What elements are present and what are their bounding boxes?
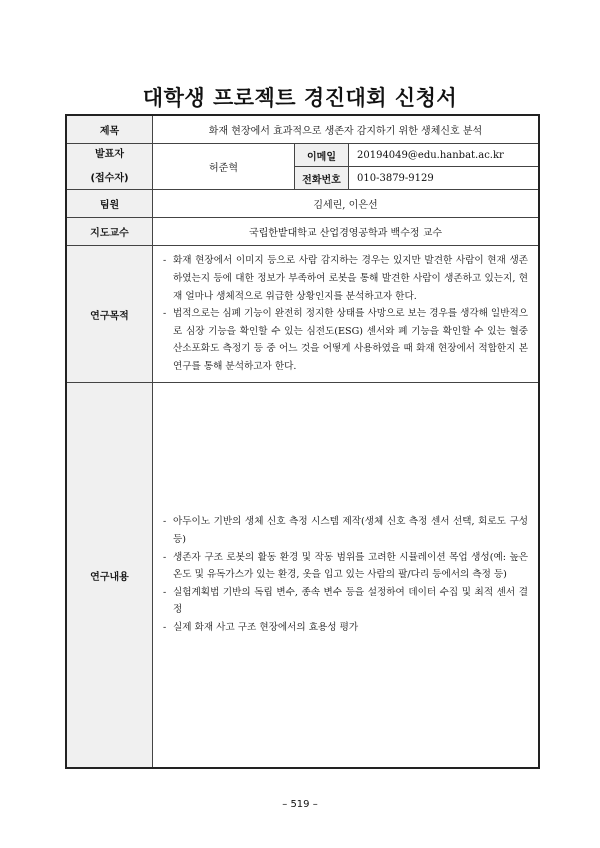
content-label: 연구내용: [67, 382, 152, 767]
page-number: – 519 –: [282, 799, 318, 810]
page-title: 대학생 프로젝트 경진대회 신청서: [142, 86, 458, 110]
presenter-label: [67, 143, 152, 189]
team-value: 김세린, 이은선: [152, 189, 538, 217]
content-item: - 생존자 구조 로봇의 활동 환경 및 작동 범위를 고려한 시뮬레이션 목업 생성(예: 높은 온도 및 유독가스가 있는 환경, 옷을 입고 있는 사람의 팔/다리 등에서의 측정 등): [163, 549, 528, 584]
content-list: [153, 513, 538, 636]
purpose-label: 연구목적: [67, 245, 152, 382]
content-item: - 실제 화재 사고 구조 현장에서의 효용성 평가: [163, 619, 528, 637]
advisor-label: 지도교수: [67, 217, 152, 245]
presenter-label-line2: (접수자): [90, 172, 129, 184]
content-content: [152, 382, 538, 767]
advisor-value: 국립한밭대학교 산업경영공학과 백수정 교수: [152, 217, 538, 245]
email-label: 이메일: [294, 143, 348, 166]
team-label: 팀원: [67, 189, 152, 217]
content-item: - 아두이노 기반의 생체 신호 측정 시스템 제작(생체 신호 측정 센서 선택, 회로도 구성 등): [163, 513, 528, 548]
phone-label: 전화번호: [294, 166, 348, 189]
subject-label: 제목: [67, 116, 152, 143]
purpose-list: [153, 252, 538, 375]
purpose-item: - 화재 현장에서 이미지 등으로 사람 감지하는 경우는 있지만 발견한 사람이 현재 생존하였는지 등에 대한 정보가 부족하여 로봇을 통해 발견한 사람이 생존하고 있는지, 현재 얼마나 생체적으로 위급한 상황인지를 분석하고자 한다.: [163, 252, 528, 305]
content-item: - 실험계획법 기반의 독립 변수, 종속 변수 등을 설정하여 데이터 수집 및 최적 센서 결정: [163, 584, 528, 619]
application-form-table: [65, 114, 540, 769]
presenter-name: 허준혁: [152, 143, 294, 189]
email-value: 20194049@edu.hanbat.ac.kr: [348, 143, 538, 166]
purpose-content: [152, 245, 538, 382]
presenter-label-line1: 발표자: [95, 148, 124, 160]
subject-value: 화재 현장에서 효과적으로 생존자 감지하기 위한 생체신호 분석: [152, 116, 538, 143]
phone-value: 010-3879-9129: [348, 166, 538, 189]
purpose-item: - 법적으로는 심폐 기능이 완전히 정지한 상태를 사망으로 보는 경우를 생각해 일반적으로 심장 기능을 확인할 수 있는 심전도(ESG) 센서와 폐 기능을 확인할 수 있는 혈중 산소포화도 측정기 등 중 어느 것을 어떻게 사용하였을 때 화재 현장에서 적합한지 본 연구를 통해 분석하고자 한다.: [163, 305, 528, 375]
